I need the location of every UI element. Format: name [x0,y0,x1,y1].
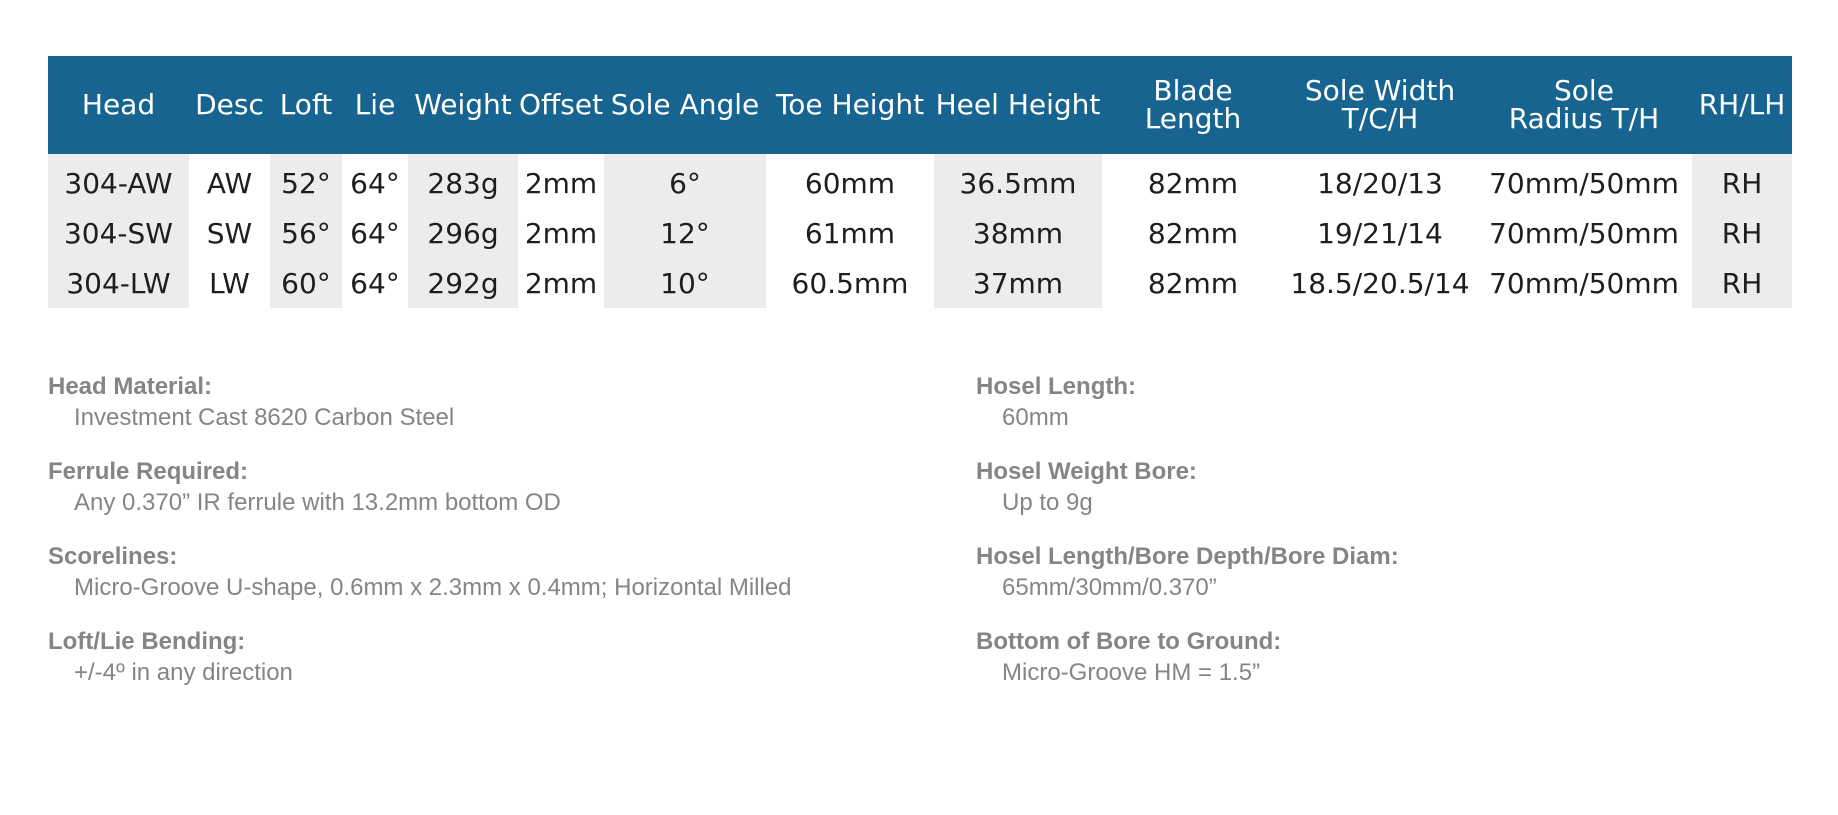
cell-lie: 64° [350,166,400,200]
header-blade-length: Blade Length [1102,56,1284,154]
spec-label: Scorelines: [48,543,178,570]
spec-column-left [48,372,928,712]
cell-sole-width: 18/20/13 [1317,166,1443,200]
table-header-row [48,56,1792,154]
cell-weight: 283g [408,154,518,208]
cell-desc: SW [206,216,253,250]
cell-sole-angle: 12° [604,208,766,258]
spec-hosel-bore-dimensions [976,542,1838,604]
spec-column-right [976,372,1838,712]
cell-hand: RH [1692,258,1792,308]
cell-loft: 52° [270,154,342,208]
cell-sole-angle: 10° [604,258,766,308]
spec-label: Hosel Weight Bore: [976,458,1197,485]
cell-head: 304-AW [48,154,189,208]
spec-ferrule [48,457,928,519]
specs-table [48,56,1792,308]
cell-toe-height: 61mm [804,216,896,250]
spec-details [48,372,1748,732]
spec-hosel-weight-bore [976,457,1838,519]
spec-value: Any 0.370” IR ferrule with 13.2mm bottom OD [74,489,561,516]
cell-blade-length: 82mm [1147,166,1239,200]
cell-sole-radius: 70mm/50mm [1489,266,1679,300]
spec-value: 65mm/30mm/0.370” [1002,574,1217,601]
header-hand: RH/LH [1692,56,1792,154]
cell-offset: 2mm [524,166,598,200]
cell-loft: 56° [270,208,342,258]
spec-value: Micro-Groove HM = 1.5” [1002,659,1261,686]
cell-hand: RH [1692,208,1792,258]
spec-value: 60mm [1002,404,1069,431]
spec-value: +/-4º in any direction [74,659,293,686]
table-row [48,154,1792,208]
cell-head: 304-SW [48,208,189,258]
cell-sole-radius: 70mm/50mm [1489,166,1679,200]
cell-lie: 64° [350,216,400,250]
header-heel-height: Heel Height [934,56,1102,154]
header-desc: Desc [189,56,270,154]
header-sole-radius: Sole Radius T/H [1476,56,1692,154]
cell-sole-angle: 6° [604,154,766,208]
spec-hosel-length [976,372,1838,434]
cell-sole-width: 18.5/20.5/14 [1290,266,1470,300]
cell-toe-height: 60mm [804,166,896,200]
spec-label: Head Material: [48,373,213,400]
cell-heel-height: 37mm [934,258,1102,308]
cell-lie: 64° [350,266,400,300]
spec-label: Hosel Length/Bore Depth/Bore Diam: [976,543,1399,570]
cell-toe-height: 60.5mm [791,266,909,300]
header-loft: Loft [270,56,342,154]
header-sole-angle: Sole Angle [604,56,766,154]
header-sole-width: Sole Width T/C/H [1284,56,1476,154]
spec-value: Up to 9g [1002,489,1093,516]
header-offset: Offset [518,56,604,154]
spec-label: Loft/Lie Bending: [48,628,246,655]
cell-sole-width: 19/21/14 [1317,216,1443,250]
cell-heel-height: 36.5mm [934,154,1102,208]
cell-desc: LW [209,266,250,300]
cell-offset: 2mm [524,216,598,250]
table-row [48,208,1792,258]
header-lie: Lie [342,56,408,154]
table-row [48,258,1792,308]
header-toe-height: Toe Height [766,56,934,154]
cell-blade-length: 82mm [1147,266,1239,300]
cell-sole-radius: 70mm/50mm [1489,216,1679,250]
cell-weight: 296g [408,208,518,258]
cell-hand: RH [1692,154,1792,208]
cell-head: 304-LW [48,258,189,308]
spec-loft-lie-bending [48,627,928,689]
header-head: Head [48,56,189,154]
cell-desc: AW [206,166,253,200]
spec-value: Investment Cast 8620 Carbon Steel [74,404,455,431]
header-weight: Weight [408,56,518,154]
spec-value: Micro-Groove U-shape, 0.6mm x 2.3mm x 0.4mm; Horizontal Milled [74,574,792,601]
cell-heel-height: 38mm [934,208,1102,258]
cell-loft: 60° [270,258,342,308]
spec-head-material [48,372,928,434]
spec-scorelines [48,542,928,604]
cell-offset: 2mm [524,266,598,300]
spec-bore-to-ground [976,627,1838,689]
spec-label: Bottom of Bore to Ground: [976,628,1282,655]
cell-weight: 292g [408,258,518,308]
spec-label: Ferrule Required: [48,458,249,485]
cell-blade-length: 82mm [1147,216,1239,250]
spec-label: Hosel Length: [976,373,1136,400]
